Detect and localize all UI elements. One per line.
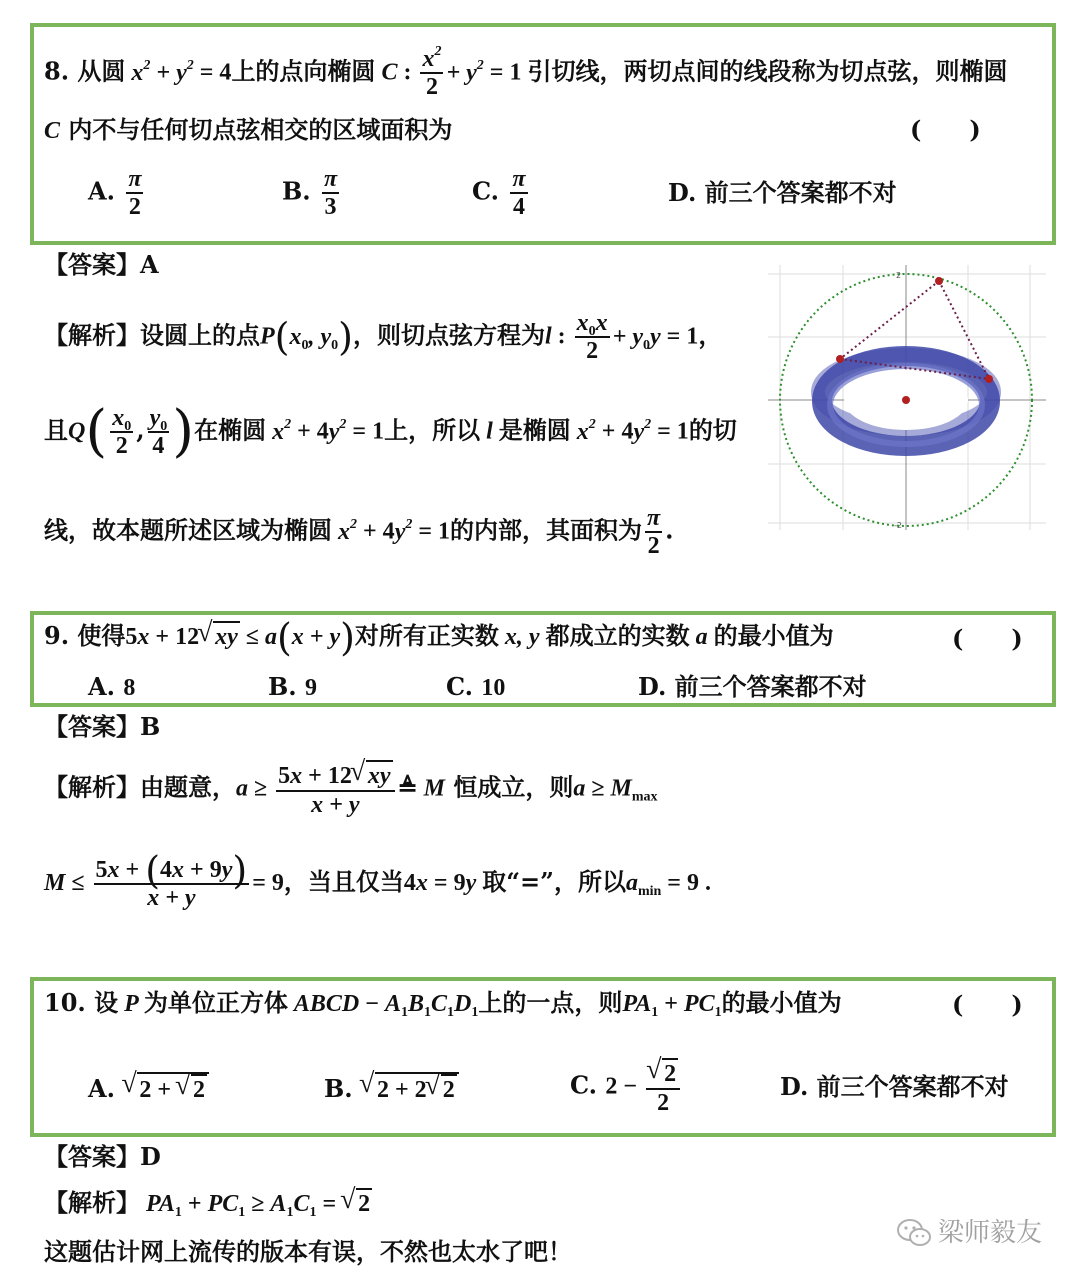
q8-analysis-line3: 线，故本题所述区域为椭圆 $x^2 + 4y^2 = 1$的内部，其面积为 $\frac{\pi}{2}$ . xyxy=(44,505,674,559)
q9-option-c[interactable]: C. 10 xyxy=(446,672,506,701)
tangent-point-left xyxy=(836,355,844,363)
q10-option-d[interactable]: D. 前三个答案都不对 xyxy=(780,1072,1009,1101)
q8-stem-line1: 8. 从圆 $x^2 + y^2 = 4$上的点向椭圆 C : $\frac{x^2}{2}$ + $y^2 = 1$ 引切线，两切点间的线段称为切点弦，则椭圆 xyxy=(44,44,1008,100)
q9-answer-paren: ( ) xyxy=(952,624,1023,653)
q10-stem: 10. 设 P 为单位正方体 ABCD − $A_1B_1C_1D_1$上的一点，则$PA_1 + PC_1$的最小值为 xyxy=(44,988,842,1020)
wechat-icon xyxy=(896,1218,932,1248)
q8-answer-paren: ( ) xyxy=(910,115,981,144)
tick-label-bottom: -2 xyxy=(894,521,902,530)
q10-option-a[interactable]: A. √ 2 + √ 2 xyxy=(88,1072,209,1104)
q9-stem: 9. 使得5x + 12√ xy ≤ a(x + y)对所有正实数 x, y 都成立的实数 a 的最小值为 xyxy=(44,621,834,652)
tangent-point-right xyxy=(985,375,993,383)
q9-option-d[interactable]: D. 前三个答案都不对 xyxy=(638,672,867,701)
q9-analysis-line1: 【解析】由题意，a ≥ $\frac{5x + 12√ xy}{x + y}$ ≜ M 恒成立，则$a \ge M_{max}$ xyxy=(44,760,658,818)
q8-analysis-line1: 【解析】设圆上的点$P(x_0$, $y_0$)，则切点弦方程为l : $\frac{x_0x}{2}$ + $y_0y = 1$， xyxy=(44,310,723,364)
q8-option-b[interactable]: B. $\frac{\pi}{3}$ xyxy=(282,166,338,220)
tick-label-top: 2 xyxy=(896,271,902,280)
q8-tangent-chord-figure xyxy=(768,265,1046,530)
q8-stem-line2: C 内不与任何切点弦相交的区域面积为 xyxy=(44,115,453,144)
q8-analysis-line2: 且Q( $\frac{x_0}{2}$ , $\frac{y_0}{4}$ )在椭圆 $x^2 + 4y^2 = 1$上，所以 l 是椭圆 $x^2 + 4y^2 = 1$的切 xyxy=(44,399,737,464)
q10-comment: 这题估计网上流传的版本有误，不然也太水了吧！ xyxy=(44,1237,572,1266)
q10-answer: 【答案】D xyxy=(44,1142,161,1171)
q9-answer: 【答案】B xyxy=(44,712,161,741)
q9-analysis-line2: M ≤ $\frac{5x + (4x + 9y)}{x + y}$ = 9，当且仅当4x = 9y 取“=”，所以$a_{min} = 9$ . xyxy=(44,848,711,911)
q10-analysis: 【解析】 $PA_1 + PC_1 \ge A_1C_1$ = √ 2 xyxy=(44,1188,372,1219)
watermark xyxy=(896,1218,1042,1248)
q8-option-d[interactable]: D. 前三个答案都不对 xyxy=(668,178,897,207)
origin-point xyxy=(902,396,910,404)
q10-answer-paren: ( ) xyxy=(952,990,1023,1019)
q10-option-c[interactable]: C. 2 − √ $\frac{2}{2}$ xyxy=(570,1058,683,1116)
q8-answer: 【答案】A xyxy=(44,250,159,279)
q8-option-c[interactable]: C. $\frac{\pi}{4}$ xyxy=(472,166,526,220)
q8-option-a[interactable]: A. $\frac{\pi}{2}$ xyxy=(88,166,142,220)
q9-option-b[interactable]: B. 9 xyxy=(268,672,317,701)
q10-option-b[interactable]: B. √ 2 + 2√ 2 xyxy=(324,1072,459,1104)
point-on-circle xyxy=(935,277,943,285)
q9-option-a[interactable]: A. 8 xyxy=(88,672,136,701)
watermark-text: 梁师毅友 xyxy=(938,1218,1043,1248)
